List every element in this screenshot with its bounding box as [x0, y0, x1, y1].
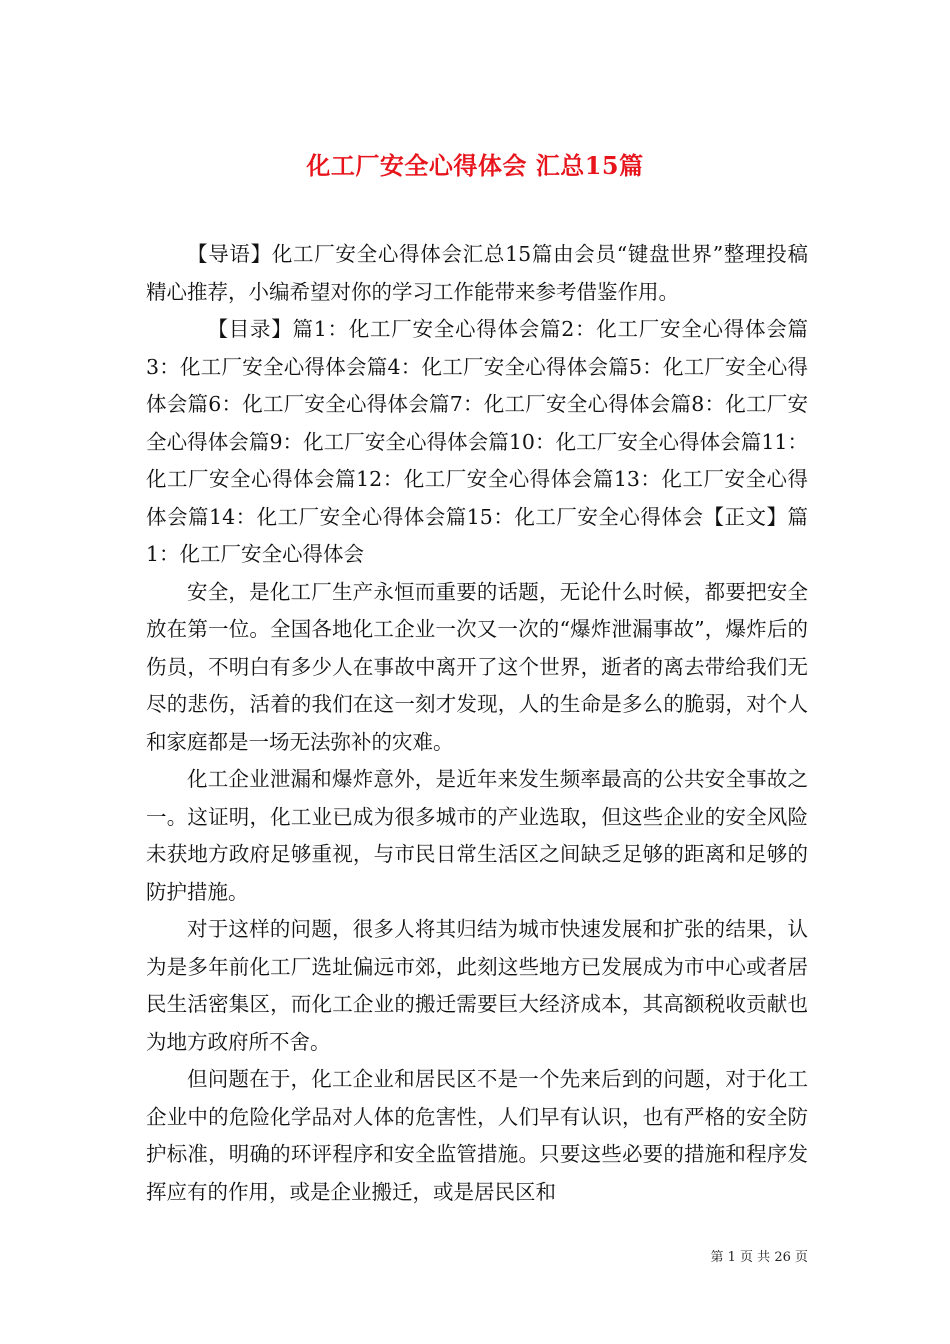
body-paragraph: 但问题在于，化工企业和居民区不是一个先来后到的问题，对于化工企业中的危险化学品对人体的危害性，人们早有认识，也有严格的安全防护标准，明确的环评程序和安全监管措施。只要这些必要的措施和程序发挥应有的作用，或是企业搬迁，或是居民区和 — [146, 1067, 808, 1204]
table-of-contents-paragraph: 【目录】篇1：化工厂安全心得体会篇2：化工厂安全心得体会篇3：化工厂安全心得体会篇4：化工厂安全心得体会篇5：化工厂安全心得体会篇6：化工厂安全心得体会篇7：化工厂安全心得体会篇8：化工厂安全心得体会篇9：化工厂安全心得体会篇10：化工厂安全心得体会篇11：化工厂安全心得体会篇12：化工厂安全心得体会篇13：化工厂安全心得体会篇14：化工厂安全心得体会篇15：化工厂安全心得体会【正文】篇1：化工厂安全心得体会 — [146, 317, 808, 566]
intro-paragraph: 【导语】化工厂安全心得体会汇总15篇由会员“键盘世界”整理投稿精心推荐，小编希望对你的学习工作能带来参考借鉴作用。 — [146, 242, 808, 304]
document-body — [146, 236, 808, 1211]
body-paragraph: 对于这样的问题，很多人将其归结为城市快速发展和扩张的结果，认为是多年前化工厂选址偏远市郊，此刻这些地方已发展成为市中心或者居民生活密集区，而化工企业的搬迁需要巨大经济成本，其高额税收贡献也为地方政府所不舍。 — [146, 917, 808, 1054]
page-number-footer: 第 1 页 共 26 页 — [710, 1250, 808, 1265]
document-title: 化工厂安全心得体会 汇总15篇 — [306, 151, 644, 181]
body-paragraph: 化工企业泄漏和爆炸意外，是近年来发生频率最高的公共安全事故之一。这证明，化工业已成为很多城市的产业选取，但这些企业的安全风险未获地方政府足够重视，与市民日常生活区之间缺乏足够的距离和足够的防护措施。 — [146, 767, 808, 904]
body-paragraph: 安全，是化工厂生产永恒而重要的话题，无论什么时候，都要把安全放在第一位。全国各地化工企业一次又一次的“爆炸泄漏事故”，爆炸后的伤员，不明白有多少人在事故中离开了这个世界，逝者的离去带给我们无尽的悲伤，活着的我们在这一刻才发现，人的生命是多么的脆弱，对个人和家庭都是一场无法弥补的灾难。 — [146, 579, 808, 754]
